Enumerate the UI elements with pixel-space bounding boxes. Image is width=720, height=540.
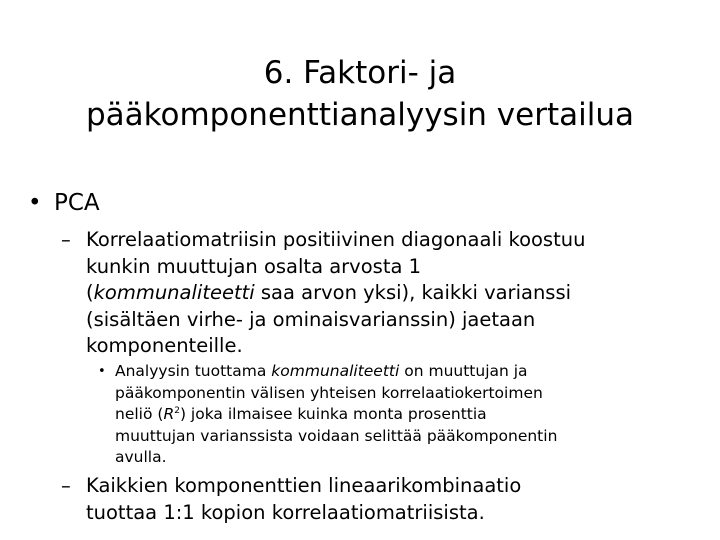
slide-title-line-2: pääkomponenttianalyysin vertailua (85, 97, 634, 133)
text-line: kunkin muuttujan osalta arvosta 1 (86, 254, 422, 278)
text-line: (sisältäen virhe- ja ominaisvarianssin) jaetaan (86, 307, 536, 331)
text-fragment: ( (86, 281, 94, 304)
text-fragment: on muuttujan ja (399, 362, 528, 380)
text-line: komponenteille. (86, 334, 243, 357)
sub-bullet-linear-combination (61, 473, 521, 526)
slide-title (0, 52, 720, 136)
text-fragment: saa arvon yksi), kaikki varianssi (254, 281, 572, 304)
text-line: pääkomponentin välisen yhteisen korrelaatiokertoimen (115, 383, 543, 402)
text-fragment: neliö ( (115, 405, 164, 423)
sub-bullet-correlation-diagonal (61, 227, 585, 360)
text-line: Kaikkien komponenttien lineaarikombinaatio (86, 474, 522, 497)
slide-title-line-1: 6. Faktori- ja (263, 55, 457, 91)
text-line (98, 361, 557, 383)
bullet-pca-text: PCA (54, 190, 100, 216)
bullet-pca (28, 188, 100, 218)
text-fragment: Analyysin tuottama (115, 362, 272, 380)
text-line: Korrelaatiomatriisin positiivinen diagonaali koostuu (86, 228, 586, 251)
italic-term: kommunaliteetti (271, 362, 400, 380)
bullet-marker: • (98, 364, 106, 379)
text-fragment: ) joka ilmaisee kuinka monta prosenttia (179, 405, 487, 423)
text-line (61, 280, 585, 307)
text-line: tuottaa 1:1 kopion korrelaatiomatriisista. (86, 500, 485, 524)
text-line (98, 404, 557, 426)
text-line: muuttujan varianssista voidaan selittää pääkomponentin (115, 426, 558, 445)
text-line: avulla. (115, 448, 167, 466)
superscript: 2 (174, 405, 180, 416)
italic-symbol: R (163, 405, 175, 423)
dash-marker: – (61, 228, 71, 251)
dash-marker: – (61, 474, 71, 497)
bullet-marker: • (28, 190, 42, 216)
detail-bullet-communality (98, 361, 557, 469)
italic-term: kommunaliteetti (93, 281, 255, 304)
